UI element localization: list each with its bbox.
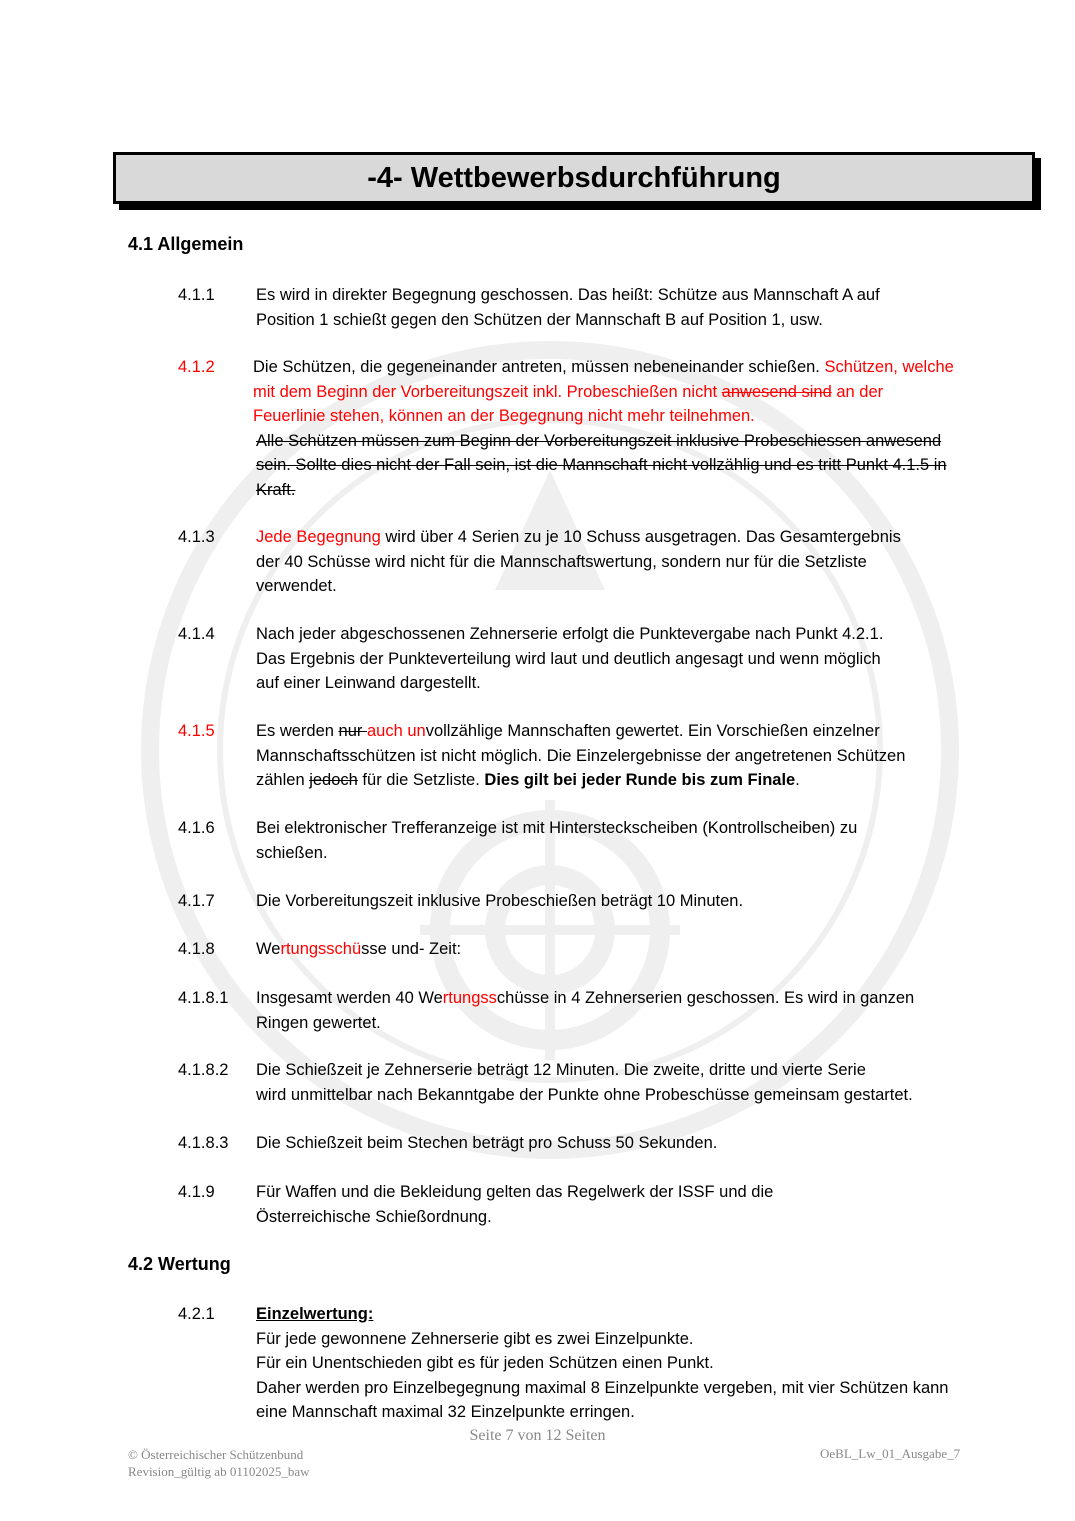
- item-text: [256, 1180, 1028, 1229]
- text-line: [256, 525, 1028, 550]
- text-line: Bei elektronischer Trefferanzeige ist mit Hintersteckscheiben (Kontrollscheiben) zu: [256, 819, 858, 837]
- text-run: vollzählige Mannschaften gewertet. Ein Vorschießen einzelner: [425, 722, 880, 740]
- text-line: [253, 380, 1025, 405]
- text-line: [256, 768, 1028, 793]
- text-line: Die Schießzeit je Zehnerserie beträgt 12 Minuten. Die zweite, dritte und vierte Serie: [256, 1061, 866, 1079]
- item-text: [256, 719, 1028, 793]
- text-line: Es wird in direkter Begegnung geschossen. Das heißt: Schütze aus Mannschaft A auf: [256, 286, 880, 304]
- item-text: [256, 622, 1028, 696]
- text-line: verwendet.: [256, 577, 337, 595]
- item-number: 4.1.2: [178, 358, 215, 376]
- deleted-text: nur: [338, 722, 367, 740]
- text-line: wird unmittelbar nach Bekanntgabe der Punkte ohne Probeschüsse gemeinsam gestartet.: [256, 1085, 913, 1104]
- item-text: [256, 1058, 1028, 1107]
- text-run: chüsse in 4 Zehnerserien geschossen. Es wird in ganzen: [496, 989, 915, 1007]
- text-line: auf einer Leinwand dargestellt.: [256, 674, 481, 692]
- text-line: Für ein Unentschieden gibt es für jeden Schützen einen Punkt.: [256, 1354, 714, 1372]
- item-number: 4.1.8.3: [178, 1134, 229, 1152]
- text-line: Ringen gewertet.: [256, 1013, 381, 1032]
- document-id: OeBL_Lw_01_Ausgabe_7: [820, 1446, 961, 1461]
- item-number: 4.1.9: [178, 1183, 215, 1201]
- item-text: [256, 986, 1028, 1035]
- subheading: Einzelwertung:: [256, 1305, 374, 1323]
- section-heading-allgemein: 4.1 Allgemein: [128, 234, 244, 254]
- item-number: 4.1.8.1: [178, 989, 229, 1007]
- item-number: 4.1.8: [178, 940, 215, 958]
- text-line: Position 1 schießt gegen den Schützen der Mannschaft B auf Position 1, usw.: [256, 310, 823, 329]
- inserted-text: mit dem Beginn der Vorbereitungszeit inkl. Probeschießen nicht: [253, 382, 722, 401]
- deleted-text: Alle Schützen müssen zum Beginn der Vorbereitungszeit inklusive Probeschiessen anwesend: [256, 431, 942, 450]
- text-line: der 40 Schüsse wird nicht für die Mannschaftswertung, sondern nur für die Setzliste: [256, 552, 867, 571]
- text-run: Die Schützen, die gegeneinander antreten, müssen nebeneinander schießen.: [253, 358, 825, 376]
- copyright-text: © Österreichischer Schützenbund: [128, 1447, 304, 1462]
- item-text: [256, 937, 1028, 962]
- inserted-text: auch un: [366, 722, 426, 740]
- inserted-text: Schützen, welche: [824, 358, 954, 376]
- text-line: Daher werden pro Einzelbegegnung maximal 8 Einzelpunkte vergeben, mit vier Schützen kann: [256, 1378, 949, 1397]
- inserted-text: rtungsschü: [280, 940, 362, 958]
- item-number: 4.1.8.2: [178, 1061, 229, 1079]
- text-run: für die Setzliste.: [357, 771, 485, 789]
- item-number: 4.1.3: [178, 528, 215, 546]
- text-line: Die Vorbereitungszeit inklusive Probeschießen beträgt 10 Minuten.: [256, 892, 744, 910]
- item-number: 4.1.7: [178, 892, 215, 910]
- footer-left: [128, 1446, 310, 1480]
- text-line: Mannschaftsschützen ist nicht möglich. Die Einzelergebnisse der angetretenen Schützen: [256, 746, 906, 765]
- text-line: [256, 986, 1028, 1011]
- item-text: [256, 525, 1028, 599]
- text-line: schießen.: [256, 843, 328, 862]
- text-run: Insgesamt werden 40 We: [256, 989, 443, 1007]
- item-number: 4.1.1: [178, 286, 215, 304]
- deleted-text: jedoch: [309, 771, 358, 789]
- item-text: [256, 889, 1028, 914]
- inserted-text: Jede Begegnung: [256, 528, 381, 546]
- revision-text: Revision_gültig ab 01102025_baw: [128, 1464, 310, 1479]
- deleted-text: sein. Sollte dies nicht der Fall sein, ist die Mannschaft nicht vollzählig und es tritt Punkt 4.1.5 in: [256, 456, 947, 474]
- text-run: zählen: [256, 771, 310, 789]
- text-line: [253, 355, 1025, 380]
- inserted-text: rtungss: [442, 989, 497, 1007]
- text-run: wird über 4 Serien zu je 10 Schuss ausgetragen. Das Gesamtergebnis: [380, 528, 901, 546]
- inserted-text: an der: [831, 382, 884, 401]
- inserted-text: Feuerlinie stehen, können an der Begegnung nicht mehr teilnehmen.: [253, 407, 755, 425]
- text-run: Es werden: [256, 722, 339, 740]
- deleted-text: Kraft.: [256, 480, 296, 499]
- item-text: [256, 816, 1028, 865]
- bold-text: Dies gilt bei jeder Runde bis zum Finale: [484, 771, 796, 789]
- text-line: eine Mannschaft maximal 32 Einzelpunkte erringen.: [256, 1403, 635, 1421]
- text-line: [256, 719, 1028, 744]
- item-number: 4.1.4: [178, 625, 215, 643]
- text-line: Für Waffen und die Bekleidung gelten das Regelwerk der ISSF und die: [256, 1183, 774, 1201]
- text-run: .: [795, 771, 800, 789]
- section-heading-wertung: 4.2 Wertung: [128, 1254, 231, 1274]
- item-text: [256, 1302, 1028, 1425]
- text-line: Das Ergebnis der Punkteverteilung wird laut und deutlich angesagt und wenn möglich: [256, 649, 881, 668]
- item-text: [256, 1131, 1028, 1156]
- text-run: We: [256, 940, 281, 958]
- item-text: [256, 283, 1028, 332]
- text-line: Österreichische Schießordnung.: [256, 1207, 492, 1226]
- item-number: 4.2.1: [178, 1305, 215, 1323]
- text-line: [256, 937, 1028, 962]
- item-number: 4.1.5: [178, 722, 215, 740]
- item-number: 4.1.6: [178, 819, 215, 837]
- text-line: Nach jeder abgeschossenen Zehnerserie erfolgt die Punktevergabe nach Punkt 4.2.1.: [256, 625, 884, 643]
- text-run: sse und- Zeit:: [361, 940, 462, 958]
- text-line: Die Schießzeit beim Stechen beträgt pro Schuss 50 Sekunden.: [256, 1134, 718, 1152]
- chapter-title: -4- Wettbewerbsdurchführung: [113, 152, 1035, 204]
- deleted-text: anwesend sind: [721, 382, 832, 401]
- text-line: Für jede gewonnene Zehnerserie gibt es zwei Einzelpunkte.: [256, 1329, 694, 1348]
- page-number: Seite 7 von 12 Seiten: [469, 1427, 606, 1444]
- item-text: [253, 355, 1025, 502]
